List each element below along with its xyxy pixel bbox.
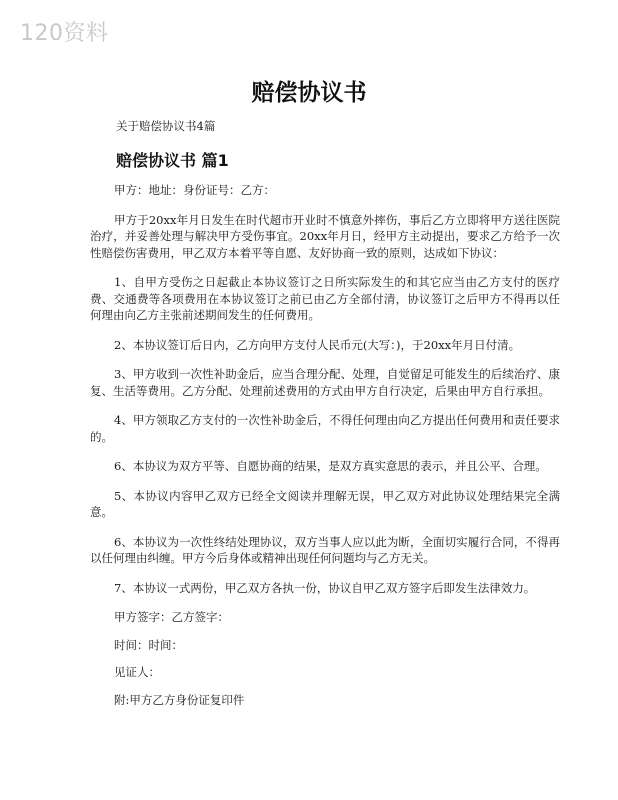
section-title: 赔偿协议书 篇1 bbox=[116, 151, 229, 170]
clause-6b: 6、本协议为一次性终结处理协议，双方当事人应以此为断，全面切实履行合同，不得再以任何理由纠缠。甲方今后身体或精神出现任何问题均与乙方无关。 bbox=[90, 534, 560, 565]
clause-1: 1、自甲方受伤之日起截止本协议签订之日所实际发生的和其它应当由乙方支付的医疗费、交通费等各项费用在本协议签订之前已由乙方全部付清，协议签订之后甲方不得再以任何理由向乙方主张前述期间发生的任何费用。 bbox=[90, 275, 560, 322]
witness-line: 见证人： bbox=[114, 665, 160, 679]
clause-6a: 6、本协议为双方平等、自愿协商的结果，是双方真实意思的表示，并且公平、合理。 bbox=[114, 459, 547, 473]
intro-line: 关于赔偿协议书4篇 bbox=[116, 119, 216, 133]
attachment-line: 附:甲方乙方身份证复印件 bbox=[114, 692, 245, 707]
clause-2: 2、本协议签订后日内，乙方向甲方支付人民币元(大写：)，于20xx年月日付清。 bbox=[114, 337, 521, 352]
clause-5: 5、本协议内容甲乙双方已经全文阅读并理解无误，甲乙双方对此协议处理结果完全满意。 bbox=[90, 488, 560, 519]
clause-3: 3、甲方收到一次性补助金后，应当合理分配、处理，自觉留足可能发生的后续治疗、康复、生活等费用。乙方分配、处理前述费用的方式由甲方自行决定，后果由甲方自行承担。 bbox=[90, 367, 560, 398]
document-title: 赔偿协议书 bbox=[251, 80, 367, 106]
preamble-paragraph: 甲方于20xx年月日发生在时代超市开业时不慎意外摔伤，事后乙方立即将甲方送往医院治疗，并妥善处理与解决甲方受伤事宜。20xx年月日，经甲方主动提出，要求乙方给予一次性赔偿伤害费用，甲乙双方本着平等自愿、友好协商一致的原则，达成如下协议： bbox=[90, 212, 560, 260]
clause-7: 7、本协议一式两份，甲乙双方各执一份，协议自甲乙双方签字后即发生法律效力。 bbox=[114, 580, 536, 595]
date-line: 时间：时间： bbox=[114, 637, 183, 652]
party-info: 甲方：地址：身份证号：乙方： bbox=[114, 183, 275, 197]
document-body bbox=[90, 182, 560, 719]
signature-line: 甲方签字：乙方签字： bbox=[114, 610, 229, 624]
clause-4: 4、甲方领取乙方支付的一次性补助金后，不得任何理由向乙方提出任何费用和责任要求的。 bbox=[90, 413, 560, 444]
watermark-logo: 120资料 bbox=[20, 21, 109, 46]
